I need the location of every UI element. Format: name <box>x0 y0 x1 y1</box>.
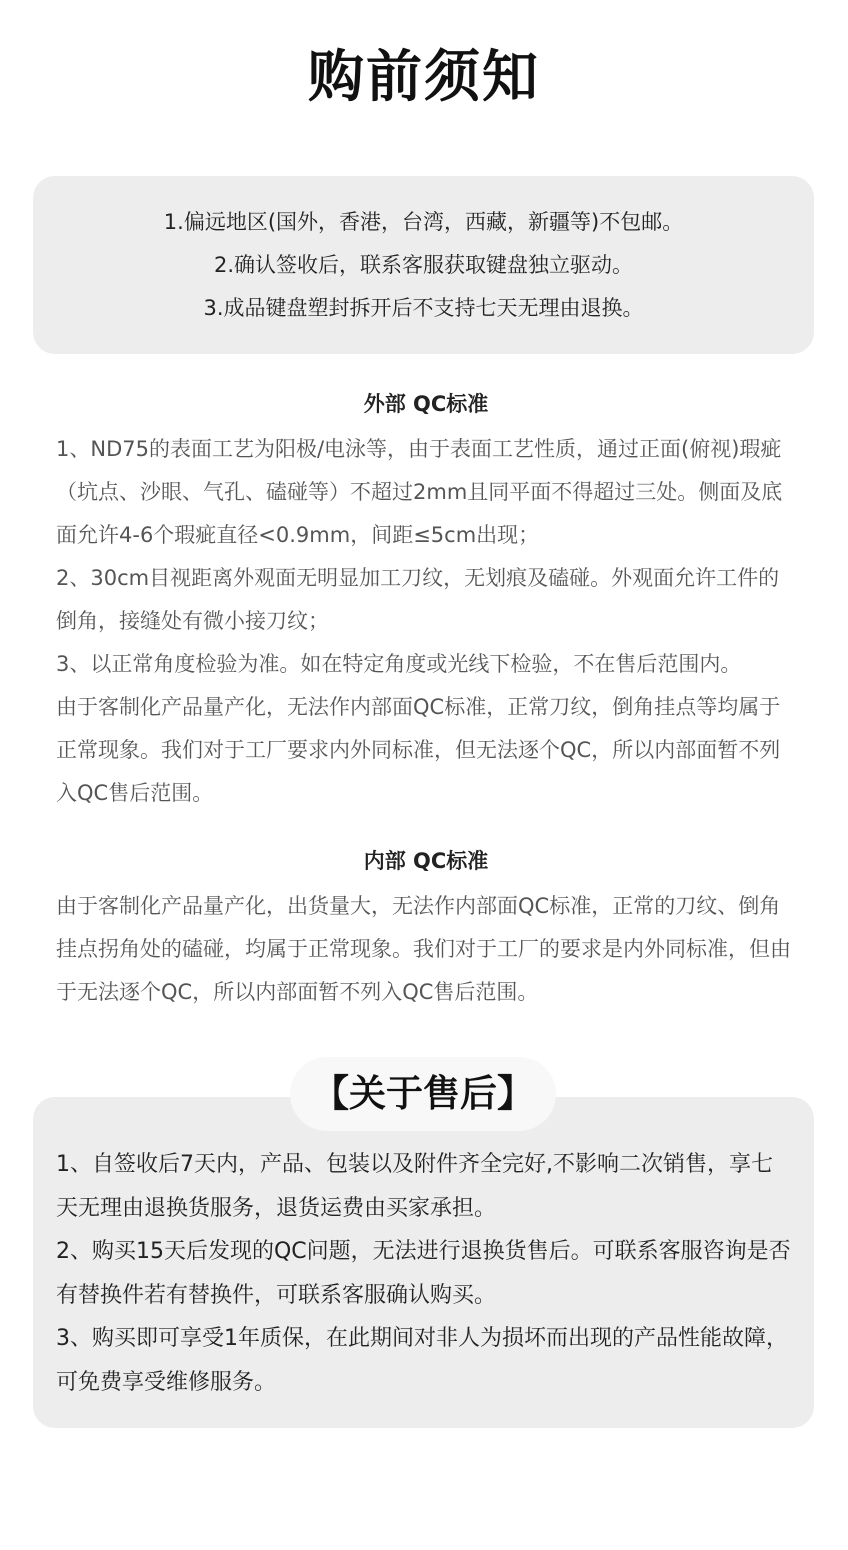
inner-qc-body <box>56 885 796 1014</box>
inner-qc-section <box>56 845 796 1014</box>
outer-qc-body <box>56 428 796 815</box>
outer-qc-title: 外部 QC标准 <box>363 392 489 416</box>
aftersales-item: 1、自签收后7天内，产品、包装以及附件齐全完好,不影响二次销售，享七天无理由退换货服务，退货运费由买家承担。 <box>56 1152 773 1221</box>
page-title: 购前须知 <box>308 45 540 110</box>
inner-qc-title: 内部 QC标准 <box>363 849 489 873</box>
aftersales-item: 3、购买即可享受1年质保，在此期间对非人为损坏而出现的产品性能故障，可免费享受维修服务。 <box>56 1326 788 1395</box>
notice-box <box>33 176 814 354</box>
outer-qc-note: 由于客制化产品量产化，无法作内部面QC标准，正常刀纹，倒角挂点等均属于正常现象。我们对于工厂要求内外同标准，但无法逐个QC，所以内部面暂不列入QC售后范围。 <box>56 695 781 805</box>
notice-line-shipping: 1.偏远地区(国外，香港，台湾，西藏，新疆等)不包邮。 <box>163 210 684 234</box>
outer-qc-section <box>56 388 796 815</box>
aftersales-box <box>33 1097 814 1428</box>
notice-line-return: 3.成品键盘塑封拆开后不支持七天无理由退换。 <box>203 296 644 320</box>
notice-line-driver: 2.确认签收后，联系客服获取键盘独立驱动。 <box>213 253 634 277</box>
inner-qc-item: 由于客制化产品量产化，出货量大，无法作内部面QC标准，正常的刀纹、倒角挂点拐角处的磕碰，均属于正常现象。我们对于工厂的要求是内外同标准，但由于无法逐个QC，所以内部面暂不列入QC售后范围。 <box>56 894 791 1004</box>
aftersales-item: 2、购买15天后发现的QC问题，无法进行退换货售后。可联系客服咨询是否有替换件若有替换件，可联系客服确认购买。 <box>56 1239 791 1308</box>
outer-qc-item: 2、30cm目视距离外观面无明显加工刀纹，无划痕及磕碰。外观面允许工件的倒角，接缝处有微小接刀纹； <box>56 566 780 633</box>
outer-qc-item: 3、以正常角度检验为准。如在特定角度或光线下检验，不在售后范围内。 <box>56 652 742 676</box>
aftersales-body <box>56 1143 792 1404</box>
outer-qc-item: 1、ND75的表面工艺为阳极/电泳等，由于表面工艺性质，通过正面(俯视)瑕疵（坑点、沙眼、气孔、磕碰等）不超过2mm且同平面不得超过三处。侧面及底面允许4-6个瑕疵直径<0.9mm，间距≤5cm出现； <box>56 437 783 547</box>
aftersales-title: 【关于售后】 <box>290 1057 556 1131</box>
